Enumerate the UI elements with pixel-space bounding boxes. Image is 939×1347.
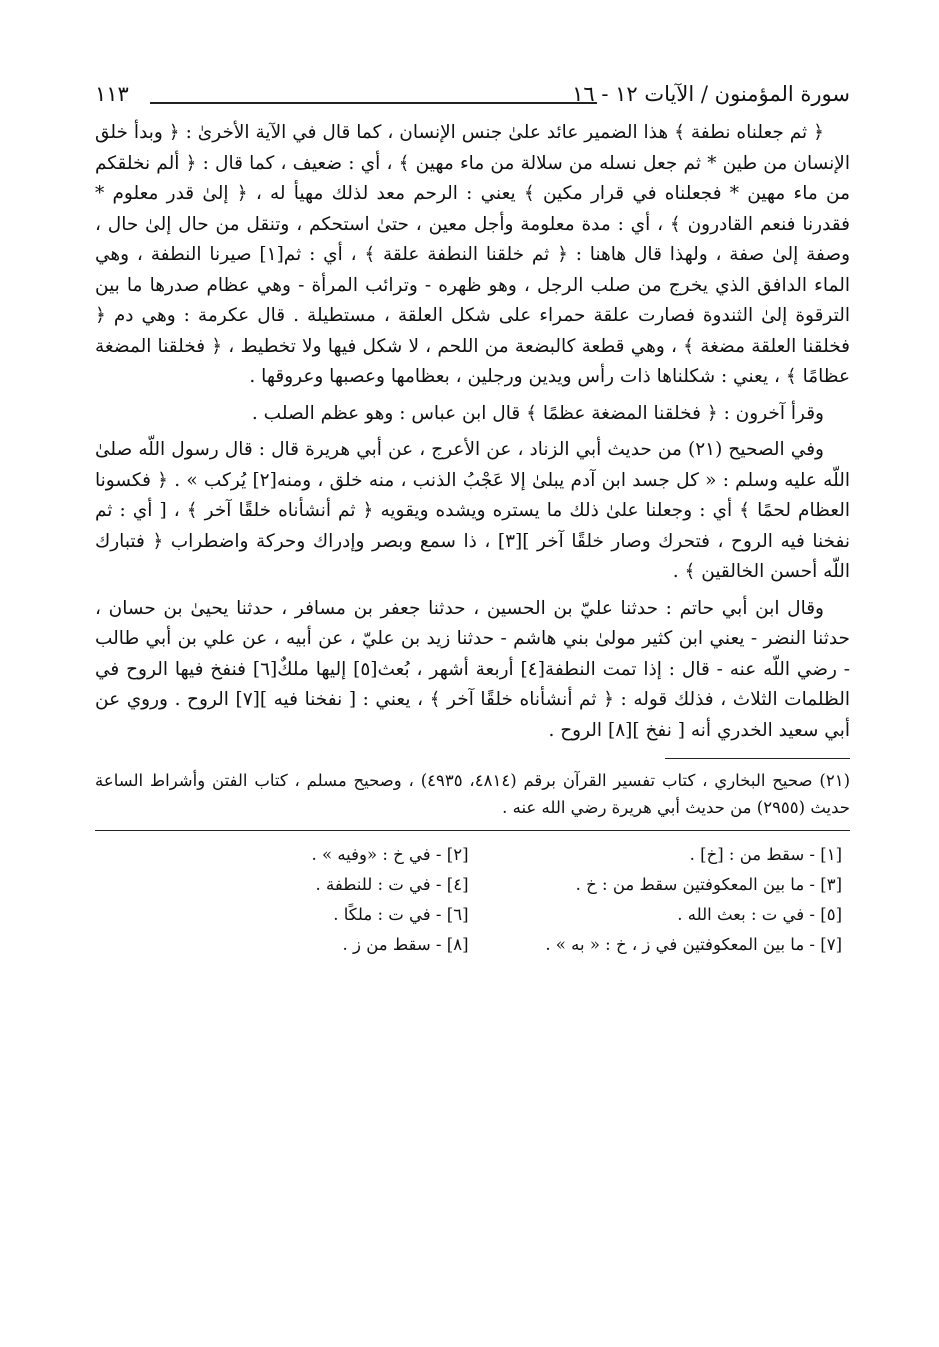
variant-note-4: [٤] - في ت : للنطفة . — [315, 875, 469, 894]
variant-note-5: [٥] - في ت : بعث الله . — [677, 905, 842, 924]
footnote-separator — [665, 758, 850, 759]
page-header — [95, 78, 850, 118]
body-text — [95, 118, 850, 746]
variant-note-3: [٣] - ما بين المعكوفتين سقط من : خ . — [575, 875, 842, 894]
variant-note-8: [٨] - سقط من ز . — [342, 935, 469, 954]
variant-note-7: [٧] - ما بين المعكوفتين في ز ، خ : « به » . — [545, 935, 842, 954]
running-title: سورة المؤمنون / الآيات ١٢ - ١٦ — [572, 82, 850, 106]
variant-notes — [95, 841, 850, 958]
variants-separator — [95, 830, 850, 831]
paragraph-1: ﴿ ثم جعلناه نطفة ﴾ هذا الضمير عائد علىٰ جنس الإنسان ، كما قال في الآية الأخرىٰ : ﴿ وبدأ خلق الإنسان من طين * ثم جعل نسله من سلالة من ماء مهين ﴾ ، أي : ضعيف ، كما قال : ﴿ ألم نخلقكم من ماء مهين * فجعلناه في قرار مكين ﴾ يعني : الرحم معد لذلك مهيأ له ، ﴿ إلىٰ قدر معلوم * فقدرنا فنعم القادرون ﴾ ، أي : مدة معلومة وأجل معين ، حتىٰ استحكم ، وتنقل من حال إلىٰ حال ، وصفة إلىٰ صفة ، ولهذا قال هاهنا : ﴿ ثم خلقنا النطفة علقة ﴾ ، أي : ثم[١] صيرنا النطفة ، وهي الماء الدافق الذي يخرج من صلب الرجل ، وهو ظهره - وترائب المرأة - وهي عظام صدرها ما بين الترقوة إلىٰ الثندوة فصارت علقة حمراء على شكل العلقة ، مستطيلة . قال عكرمة : وهي دم ﴿ فخلقنا العلقة مضغة ﴾ ، وهي قطعة كالبضعة من اللحم ، لا شكل فيها ولا تخطيط ، ﴿ فخلقنا المضغة عظامًا ﴾ ، يعني : شكلناها ذات رأس ويدين ورجلين ، بعظامها وعصبها وعروقها . — [95, 122, 851, 387]
page — [95, 78, 850, 958]
variant-note-1: [١] - سقط من : [خ] . — [689, 845, 842, 864]
variant-note-6: [٦] - في ت : ملكًا . — [333, 905, 469, 924]
paragraph-2: وقرأ آخرون : ﴿ فخلقنا المضغة عظمًا ﴾ قال ابن عباس : وهو عظم الصلب . — [251, 402, 824, 424]
page-number: ١١٣ — [95, 82, 129, 106]
header-rule — [150, 102, 597, 104]
paragraph-4: وقال ابن أبي حاتم : حدثنا عليّ بن الحسين ، حدثنا جعفر بن مسافر ، حدثنا يحيىٰ بن حسان ، حدثنا النضر - يعني ابن كثير مولىٰ بني هاشم - حدثنا زيد بن عليّ ، عن أبيه ، عن علي بن أبي طالب - رضي اللّه عنه - قال : إذا تمت النطفة[٤] أربعة أشهر ، بُعث[٥] إليها ملكٌ[٦] فنفخ فيها الروح في الظلمات الثلاث ، فذلك قوله : ﴿ ثم أنشأناه خلقًا آخر ﴾ ، يعني : [ نفخنا فيه ][٧] الروح . وروي عن أبي سعيد الخدري أنه [ نفخ ][٨] الروح . — [95, 597, 850, 741]
paragraph-3: وفي الصحيح (٢١) من حديث أبي الزناد ، عن الأعرج ، عن أبي هريرة قال : قال رسول اللّه صلىٰ اللّه عليه وسلم : « كل جسد ابن آدم يبلىٰ إلا عَجْبُ الذنب ، منه خلق ، ومنه[٢] يُركب » . ﴿ فكسونا العظام لحمًا ﴾ أي : وجعلنا علىٰ ذلك ما يستره ويشده ويقويه ﴿ ثم أنشأناه خلقًا آخر ﴾ ، [ أي : ثم نفخنا فيه الروح ، فتحرك وصار خلقًا آخر ][٣] ، ذا سمع وبصر وإدراك وحركة واضطراب ﴿ فتبارك اللّه أحسن الخالقين ﴾ . — [95, 439, 850, 582]
variant-note-2: [٢] - في خ : «وفيه » . — [311, 845, 469, 864]
footnote-21: (٢١) صحيح البخاري ، كتاب تفسير القرآن برقم (٤٨١٤، ٤٩٣٥) ، وصحيح مسلم ، كتاب الفتن وأشراط الساعة حديث (٢٩٥٥) من حديث أبي هريرة رضي الله عنه . — [95, 771, 850, 817]
